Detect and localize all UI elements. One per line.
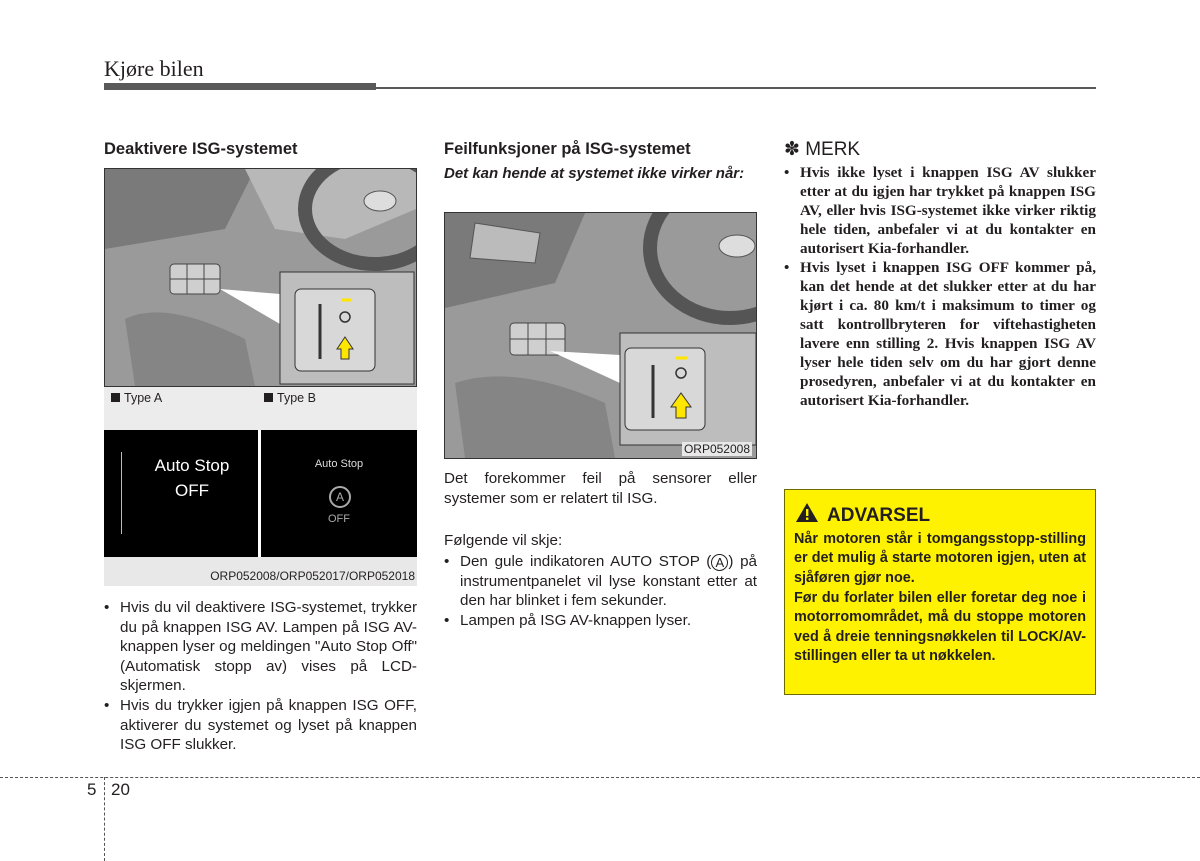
- lcd-a-line1: Auto Stop: [154, 456, 230, 475]
- chapter-title: Kjøre bilen: [104, 56, 204, 81]
- warning-box: [784, 489, 1096, 695]
- lcd-display-type-a: [104, 430, 258, 557]
- list-item: • Den gule indikatoren AUTO STOP ( A ) på instrumentpanelet vil lyse konstant etter at den har blinket i fem sekunder.: [444, 552, 757, 611]
- type-a-label: Type A: [111, 391, 162, 405]
- dashboard-illustration-1: [104, 168, 417, 387]
- section-number: 5: [87, 780, 97, 799]
- lcd-divider: [121, 452, 122, 534]
- page-number: 20: [111, 780, 130, 799]
- warning-paragraph-1: Når motoren står i tomgangsstopp-stilling er det mulig å starte motoren igjen, uten at sjåføren gjør noe.: [794, 531, 1086, 586]
- header-rule: [376, 87, 1096, 89]
- dashboard-illustration-2: [444, 212, 757, 459]
- auto-stop-icon: A: [711, 554, 728, 571]
- header-bar: [104, 83, 376, 90]
- figure-code-1: ORP052008/ORP052017/ORP052018: [210, 569, 415, 583]
- warning-triangle-icon: [795, 502, 819, 528]
- type-b-label: Type B: [264, 391, 316, 405]
- list-item: • Hvis lyset i knappen ISG OFF kommer på, kan det hende at det slukker etter at du har kjørt i ca. 80 km/t i maksimum to timer og satt kontrollbryteren for viftehastigheten lavere enn stilling 2. Hvis knappen ISG AV lyser hele tiden selv om du har gjort denne prosedyren, anbefaler vi at du kontakter en autorisert Kia-forhandler.: [784, 258, 1096, 410]
- section-subheading: Det kan hende at systemet ikke virker når:: [444, 165, 745, 182]
- lcd-b-off: OFF: [328, 513, 350, 525]
- lcd-b-line1: Auto Stop: [314, 458, 364, 470]
- list-item: • Hvis ikke lyset i knappen ISG AV slukker etter at du igjen har trykket på knappen ISG AV, eller hvis ISG-systemet ikke virker riktig hele tiden, anbefaler vi at du kontakter en autorisert Kia-forhandler.: [784, 163, 1096, 258]
- consequence-intro: Følgende vil skje:: [444, 532, 563, 549]
- square-bullet-icon: [111, 393, 120, 402]
- footer-vertical-rule: [104, 777, 105, 861]
- malfunction-paragraph: Det forekommer feil på sensorer eller systemer som er relatert til ISG.: [444, 470, 757, 507]
- lcd-a-line2: OFF: [175, 481, 209, 500]
- list-item: • Hvis du vil deaktivere ISG-systemet, trykker du på knappen ISG AV. Lampen på ISG AV-knappen lyser og meldingen "Auto Stop Off" (Automatisk stopp av) vises på LCD-skjermen.: [104, 598, 417, 696]
- list-item: • Lampen på ISG AV-knappen lyser.: [444, 611, 757, 631]
- section-heading-malfunction: Feilfunksjoner på ISG-systemet: [444, 140, 691, 158]
- asterisk-icon: ✽: [784, 139, 800, 160]
- consequence-bullet-list: [444, 552, 757, 630]
- note-list: [784, 163, 1096, 410]
- warning-title: ADVARSEL: [827, 505, 931, 526]
- warning-paragraph-2: Før du forlater bilen eller foretar deg noe i motorromområdet, må du stoppe motoren ved å dreie tenningsnøkkelen til LOCK/AV-stillingen eller ta ut nøkkelen.: [794, 590, 1086, 664]
- figure-code-2: ORP052008: [683, 442, 750, 456]
- lcd-display-type-b: [261, 430, 417, 557]
- deactivate-bullet-list: [104, 598, 417, 755]
- auto-stop-icon: A: [329, 486, 351, 508]
- note-heading: ✽ MERK: [784, 139, 861, 160]
- footer-rule: [0, 777, 1200, 778]
- list-item: • Hvis du trykker igjen på knappen ISG OFF, aktiverer du systemet og lyset på knappen ISG OFF slukker.: [104, 696, 417, 755]
- section-heading-deactivate: Deaktivere ISG-systemet: [104, 140, 298, 158]
- square-bullet-icon: [264, 393, 273, 402]
